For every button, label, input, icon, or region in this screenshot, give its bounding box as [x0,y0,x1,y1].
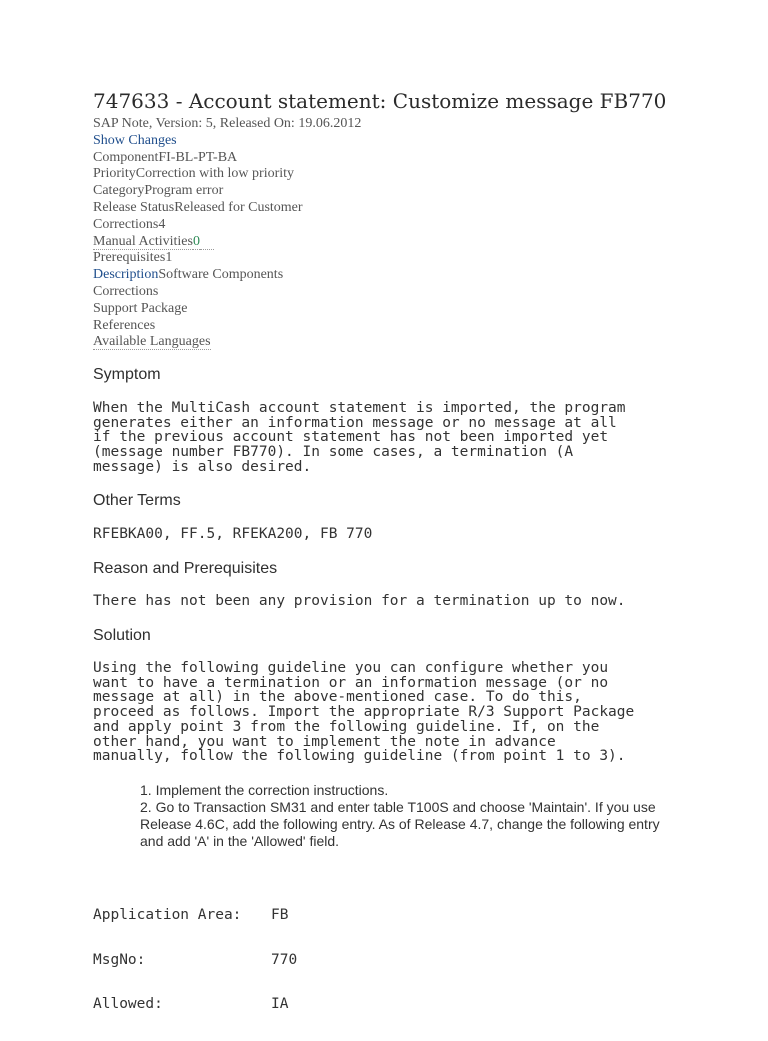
show-changes-link[interactable]: Show Changes [93,132,177,148]
tab-available-languages[interactable]: Available Languages [93,334,211,350]
other-terms-heading: Other Terms [93,492,181,509]
symptom-heading: Symptom [93,366,161,383]
page-title: 747633 - Account statement: Customize message FB770 [93,89,667,113]
sap-note-page [93,86,733,1012]
solution-steps [140,782,680,850]
corrections-count-row: Corrections4 [93,216,166,232]
symptom-text: When the MultiCash account statement is imported, the program generates either an information message or no message at all if the previous account statement has not been imported yet (message number FB770). In some cases, a termination (A message) is also desired. [93,400,626,475]
tab-references[interactable]: References [93,317,156,333]
tab-corrections[interactable]: Corrections [93,283,159,299]
priority-row: PriorityCorrection with low priority [93,166,295,182]
reason-heading: Reason and Prerequisites [93,560,278,577]
note-subtitle: SAP Note, Version: 5, Released On: 19.06.2012 [93,116,362,131]
solution-heading: Solution [93,627,151,644]
release-status-row: Release StatusReleased for Customer [93,199,303,215]
component-row: ComponentFI-BL-PT-BA [93,149,238,165]
entry-row: Application Area: FB [93,907,289,924]
step-2: 2. Go to Transaction SM31 and enter table T100S and choose 'Maintain'. If you use Release 4.6C, add the following entry. As of Release 4.7, change the following entry and add 'A' in the 'Allowed' field. [140,799,660,849]
tab-software-components[interactable]: Software Components [158,267,284,283]
manual-activities-row: Manual Activities0 [93,234,733,251]
category-row: CategoryProgram error [93,183,224,199]
solution-text: Using the following guideline you can configure whether you want to have a termination or an information message (or no message at all) in the above-mentioned case. To do this, proceed as follows. Import the appropriate R/3 Support Package and apply point 3 from the following guideline. If, on the other hand, you want to implement the note in advance manually, follow the following guideline (from point 1 to 3). [93,660,635,765]
prerequisites-row: Prerequisites1 [93,250,173,266]
tab-support-package[interactable]: Support Package [93,300,188,316]
t100s-entry [93,879,297,1041]
step-1: 1. Implement the correction instructions. [140,782,389,798]
other-terms-text: RFEBKA00, FF.5, RFEKA200, FB 770 [93,526,373,542]
tab-description[interactable]: Description [93,267,159,283]
entry-row: Allowed: IA [93,995,289,1012]
reason-text: There has not been any provision for a termination up to now. [93,593,626,609]
manual-activities-count-link[interactable]: 0 [192,233,200,249]
entry-row: MsgNo: 770 [93,951,298,968]
